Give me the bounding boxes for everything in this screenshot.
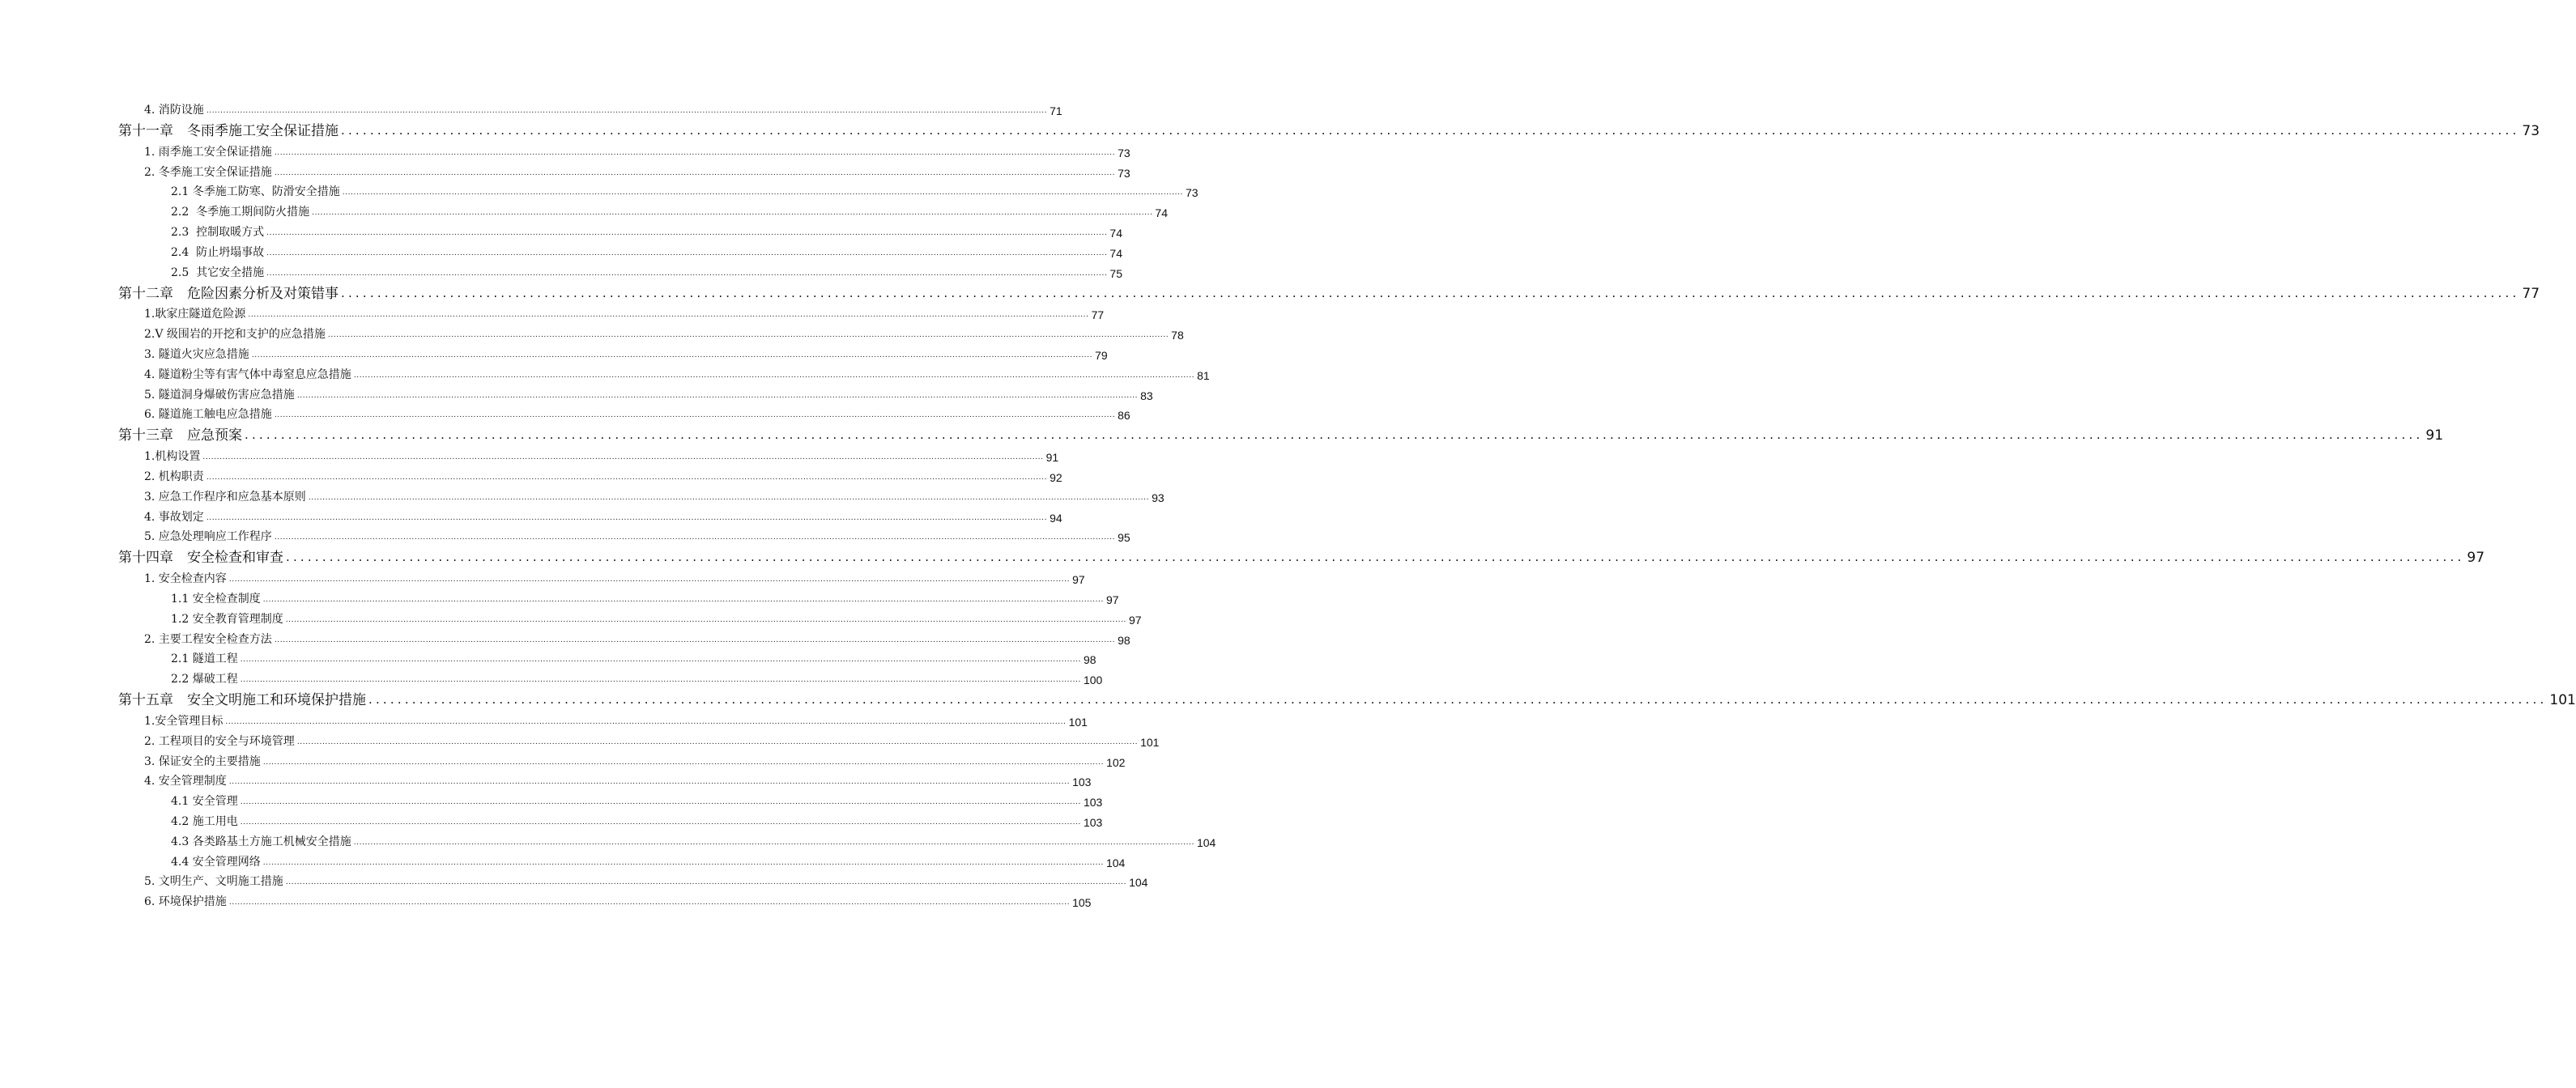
toc-entry-page-number: 81 (1197, 368, 1210, 382)
toc-entry-page-number: 103 (1083, 796, 1103, 810)
toc-entry-title: 2.4 防止坍塌事故 (171, 245, 265, 259)
toc-entry-page-number: 73 (1185, 186, 1199, 200)
toc-entry-title: 6. 隧道施工触电应急措施 (144, 408, 272, 422)
toc-entry-title: 2.1 冬季施工防寒、防滑安全措施 (171, 185, 340, 199)
toc-entry-page-number: 104 (1105, 856, 1126, 869)
toc-entry-page-number: 73 (2522, 123, 2540, 139)
toc-entry-title: 5. 文明生产、文明施工措施 (144, 875, 283, 889)
toc-leader-dots: ............................................................................................................................................................................................................................................................................................................ (228, 899, 1071, 907)
toc-section-entry[interactable] (0, 586, 1119, 606)
toc-entry-page-number: 78 (1171, 329, 1184, 342)
toc-section-entry[interactable] (0, 240, 1122, 260)
toc-leader-dots: ............................................................................................................................................................................................................................................................................................................ (341, 285, 2520, 300)
toc-entry-title: 1.安全管理目标 (144, 714, 224, 728)
toc-section-entry[interactable] (0, 444, 1059, 465)
toc-section-entry[interactable] (0, 647, 1096, 667)
toc-section-entry[interactable] (0, 180, 1199, 200)
toc-entry-title: 第十一章 冬雨季施工安全保证措施 (118, 123, 338, 139)
toc-entry-title: 2.1 隧道工程 (171, 652, 238, 666)
toc-section-entry[interactable] (0, 139, 1130, 159)
toc-entry-page-number: 98 (1118, 633, 1130, 647)
toc-leader-dots: ............................................................................................................................................................................................................................................................................................................ (274, 411, 1116, 420)
toc-section-entry[interactable] (0, 342, 1108, 362)
toc-entry-page-number: 91 (2425, 427, 2444, 444)
toc-entry-title: 3. 应急工作程序和应急基本原则 (144, 490, 306, 504)
toc-section-entry[interactable] (0, 708, 1088, 729)
toc-leader-dots: ............................................................................................................................................................................................................................................................................................................ (225, 717, 1067, 726)
toc-section-entry[interactable] (0, 749, 1126, 769)
toc-entry-page-number: 100 (1083, 674, 1103, 687)
toc-leader-dots: ............................................................................................................................................................................................................................................................................................................ (266, 249, 1108, 257)
toc-leader-dots: ............................................................................................................................................................................................................................................................................................................ (286, 550, 2465, 565)
toc-entry-page-number: 102 (1106, 755, 1126, 769)
toc-section-entry[interactable] (0, 525, 1130, 545)
toc-entry-page-number: 73 (1118, 166, 1130, 180)
toc-leader-dots: ............................................................................................................................................................................................................................................................................................................ (266, 269, 1108, 278)
toc-entry-page-number: 75 (1109, 266, 1122, 280)
toc-entry-title: 2.V 级围岩的开挖和支护的应急措施 (144, 328, 326, 342)
toc-entry-title: 6. 环境保护措施 (144, 895, 227, 909)
toc-chapter-entry[interactable] (0, 422, 2444, 444)
toc-leader-dots: ............................................................................................................................................................................................................................................................................................................ (262, 858, 1104, 867)
toc-entry-page-number: 97 (1128, 613, 1142, 627)
toc-leader-dots: ............................................................................................................................................................................................................................................................................................................ (240, 818, 1081, 827)
toc-section-entry[interactable] (0, 829, 1216, 849)
toc-entry-title: 2.2 冬季施工期间防火措施 (171, 206, 310, 219)
toc-entry-page-number: 98 (1083, 653, 1096, 667)
toc-section-entry[interactable] (0, 402, 1130, 423)
toc-leader-dots: ............................................................................................................................................................................................................................................................................................................ (274, 635, 1116, 644)
toc-section-entry[interactable] (0, 566, 1085, 587)
toc-entry-title: 2. 工程项目的安全与环境管理 (144, 734, 295, 748)
toc-entry-page-number: 97 (1105, 593, 1119, 606)
toc-entry-page-number: 103 (1072, 776, 1092, 789)
toc-leader-dots: ............................................................................................................................................................................................................................................................................................................ (228, 778, 1071, 787)
toc-leader-dots: ............................................................................................................................................................................................................................................................................................................ (342, 189, 1183, 198)
toc-section-entry[interactable] (0, 729, 1160, 749)
toc-entry-title: 2.3 控制取暖方式 (171, 225, 265, 239)
toc-entry-page-number: 77 (2522, 285, 2540, 302)
toc-leader-dots: ............................................................................................................................................................................................................................................................................................................ (274, 533, 1116, 542)
toc-section-entry[interactable] (0, 869, 1148, 890)
toc-leader-dots: ............................................................................................................................................................................................................................................................................................................ (240, 656, 1081, 665)
toc-section-entry[interactable] (0, 100, 1062, 117)
toc-entry-page-number: 74 (1155, 206, 1168, 220)
toc-entry-page-number: 74 (1109, 246, 1122, 260)
toc-leader-dots: ............................................................................................................................................................................................................................................................................................................ (353, 838, 1194, 847)
toc-leader-dots: ............................................................................................................................................................................................................................................................................................................ (296, 737, 1139, 746)
toc-entry-title: 2. 机构职责 (144, 470, 204, 483)
toc-leader-dots: ............................................................................................................................................................................................................................................................................................................ (251, 351, 1093, 359)
toc-entry-title: 4. 事故划定 (144, 510, 204, 524)
toc-entry-title: 第十四章 安全检查和审查 (118, 550, 283, 567)
toc-entry-title: 5. 隧道洞身爆破伤害应急措施 (144, 388, 295, 402)
toc-section-entry[interactable] (0, 809, 1103, 829)
toc-entry-page-number: 104 (1196, 835, 1216, 849)
toc-entry-title: 2.2 爆破工程 (171, 673, 238, 686)
toc-section-entry[interactable] (0, 769, 1092, 789)
toc-leader-dots: ............................................................................................................................................................................................................................................................................................................ (206, 107, 1048, 115)
toc-leader-dots: ............................................................................................................................................................................................................................................................................................................ (285, 878, 1127, 887)
toc-entry-page-number: 97 (1072, 573, 1085, 587)
toc-entry-page-number: 97 (2467, 550, 2485, 567)
toc-entry-page-number: 93 (1152, 491, 1165, 504)
toc-entry-page-number: 92 (1050, 470, 1062, 484)
toc-leader-dots: ............................................................................................................................................................................................................................................................................................................ (202, 453, 1044, 462)
toc-entry-title: 4.4 安全管理网络 (171, 855, 261, 869)
toc-leader-dots: ............................................................................................................................................................................................................................................................................................................ (274, 148, 1116, 157)
toc-leader-dots: ............................................................................................................................................................................................................................................................................................................ (327, 331, 1169, 340)
toc-entry-title: 第十五章 安全文明施工和环境保护措施 (118, 692, 366, 709)
toc-leader-dots: ............................................................................................................................................................................................................................................................................................................ (240, 798, 1081, 807)
toc-entry-page-number: 103 (1083, 815, 1103, 829)
toc-leader-dots: ............................................................................................................................................................................................................................................................................................................ (368, 692, 2548, 708)
toc-entry-title: 1.机构设置 (144, 450, 201, 464)
toc-entry-title: 4. 消防设施 (144, 104, 204, 117)
toc-entry-title: 4.1 安全管理 (171, 795, 238, 809)
toc-leader-dots: ............................................................................................................................................................................................................................................................................................................ (274, 168, 1116, 177)
toc-entry-page-number: 101 (1140, 735, 1160, 749)
toc-leader-dots: ............................................................................................................................................................................................................................................................................................................ (341, 123, 2520, 138)
toc-section-entry[interactable] (0, 484, 1165, 504)
toc-entry-title: 4.3 各类路基土方施工机械安全措施 (171, 835, 351, 848)
toc-entry-page-number: 74 (1109, 226, 1122, 240)
toc-entry-title: 1.耿家庄隧道危险源 (144, 308, 246, 321)
toc-leader-dots: ............................................................................................................................................................................................................................................................................................................ (206, 473, 1048, 482)
toc-section-entry[interactable] (0, 504, 1062, 525)
toc-section-entry[interactable] (0, 159, 1130, 180)
toc-section-entry[interactable] (0, 666, 1103, 687)
toc-entry-title: 4. 安全管理制度 (144, 775, 227, 788)
toc-entry-title: 第十二章 危险因素分析及对策错事 (118, 285, 338, 302)
toc-entry-title: 4. 隧道粉尘等有害气体中毒窒息应急措施 (144, 368, 351, 381)
toc-leader-dots: ............................................................................................................................................................................................................................................................................................................ (262, 758, 1105, 767)
toc-leader-dots: ............................................................................................................................................................................................................................................................................................................ (312, 209, 1153, 218)
toc-entry-page-number: 79 (1095, 348, 1108, 362)
toc-entry-title: 4.2 施工用电 (171, 814, 238, 828)
toc-entry-title: 1. 雨季施工安全保证措施 (144, 145, 272, 159)
toc-leader-dots: ............................................................................................................................................................................................................................................................................................................ (296, 391, 1139, 400)
toc-section-entry[interactable] (0, 788, 1103, 810)
toc-entry-page-number: 73 (1118, 146, 1130, 159)
toc-entry-title: 2. 冬季施工安全保证措施 (144, 165, 272, 179)
toc-chapter-entry[interactable] (0, 117, 2540, 139)
toc-leader-dots: ............................................................................................................................................................................................................................................................................................................ (285, 615, 1126, 624)
toc-entry-page-number: 104 (1129, 876, 1148, 890)
toc-entry-page-number: 86 (1118, 409, 1130, 423)
toc-section-entry[interactable] (0, 889, 1092, 910)
toc-entry-title: 1. 安全检查内容 (144, 572, 227, 586)
toc-leader-dots: ............................................................................................................................................................................................................................................................................................................ (353, 371, 1195, 380)
toc-entry-page-number: 83 (1140, 389, 1153, 402)
toc-section-entry[interactable] (0, 260, 1122, 280)
toc-entry-page-number: 91 (1045, 451, 1059, 465)
toc-chapter-entry[interactable] (0, 686, 2576, 709)
toc-entry-page-number: 95 (1118, 531, 1130, 545)
toc-entry-page-number: 71 (1050, 104, 1062, 117)
toc-leader-dots: ............................................................................................................................................................................................................................................................................................................ (245, 427, 2424, 443)
toc-entry-page-number: 101 (1068, 715, 1088, 729)
toc-entry-page-number: 94 (1050, 511, 1062, 525)
toc-section-entry[interactable] (0, 606, 1142, 627)
toc-section-entry[interactable] (0, 199, 1168, 220)
toc-chapter-entry[interactable] (0, 280, 2540, 302)
table-of-contents (0, 100, 2576, 910)
toc-section-entry[interactable] (0, 302, 1105, 322)
toc-entry-title: 第十三章 应急预案 (118, 427, 242, 444)
toc-section-entry[interactable] (0, 362, 1210, 382)
toc-entry-title: 3. 保证安全的主要措施 (144, 754, 261, 768)
toc-entry-page-number: 77 (1091, 308, 1105, 322)
toc-leader-dots: ............................................................................................................................................................................................................................................................................................................ (248, 311, 1089, 320)
toc-leader-dots: ............................................................................................................................................................................................................................................................................................................ (308, 493, 1150, 502)
toc-section-entry[interactable] (0, 219, 1122, 240)
toc-section-entry[interactable] (0, 321, 1184, 342)
toc-entry-page-number: 105 (1072, 896, 1092, 910)
toc-leader-dots: ............................................................................................................................................................................................................................................................................................................ (262, 595, 1104, 604)
toc-section-entry[interactable] (0, 627, 1130, 647)
toc-leader-dots: ............................................................................................................................................................................................................................................................................................................ (240, 676, 1081, 685)
toc-section-entry[interactable] (0, 849, 1126, 869)
toc-leader-dots: ............................................................................................................................................................................................................................................................................................................ (266, 228, 1108, 237)
toc-entry-title: 2.5 其它安全措施 (171, 266, 265, 279)
toc-entry-title: 1.2 安全教育管理制度 (171, 612, 283, 626)
toc-leader-dots: ............................................................................................................................................................................................................................................................................................................ (206, 513, 1048, 522)
toc-entry-title: 1.1 安全检查制度 (171, 592, 261, 606)
toc-entry-title: 2. 主要工程安全检查方法 (144, 632, 272, 646)
toc-section-entry[interactable] (0, 382, 1153, 402)
toc-entry-title: 5. 应急处理响应工作程序 (144, 530, 272, 544)
toc-chapter-entry[interactable] (0, 544, 2485, 567)
toc-entry-title: 3. 隧道火灾应急措施 (144, 347, 249, 361)
toc-section-entry[interactable] (0, 464, 1062, 484)
toc-leader-dots: ............................................................................................................................................................................................................................................................................................................ (228, 576, 1071, 584)
toc-entry-page-number: 101 (2549, 692, 2576, 709)
